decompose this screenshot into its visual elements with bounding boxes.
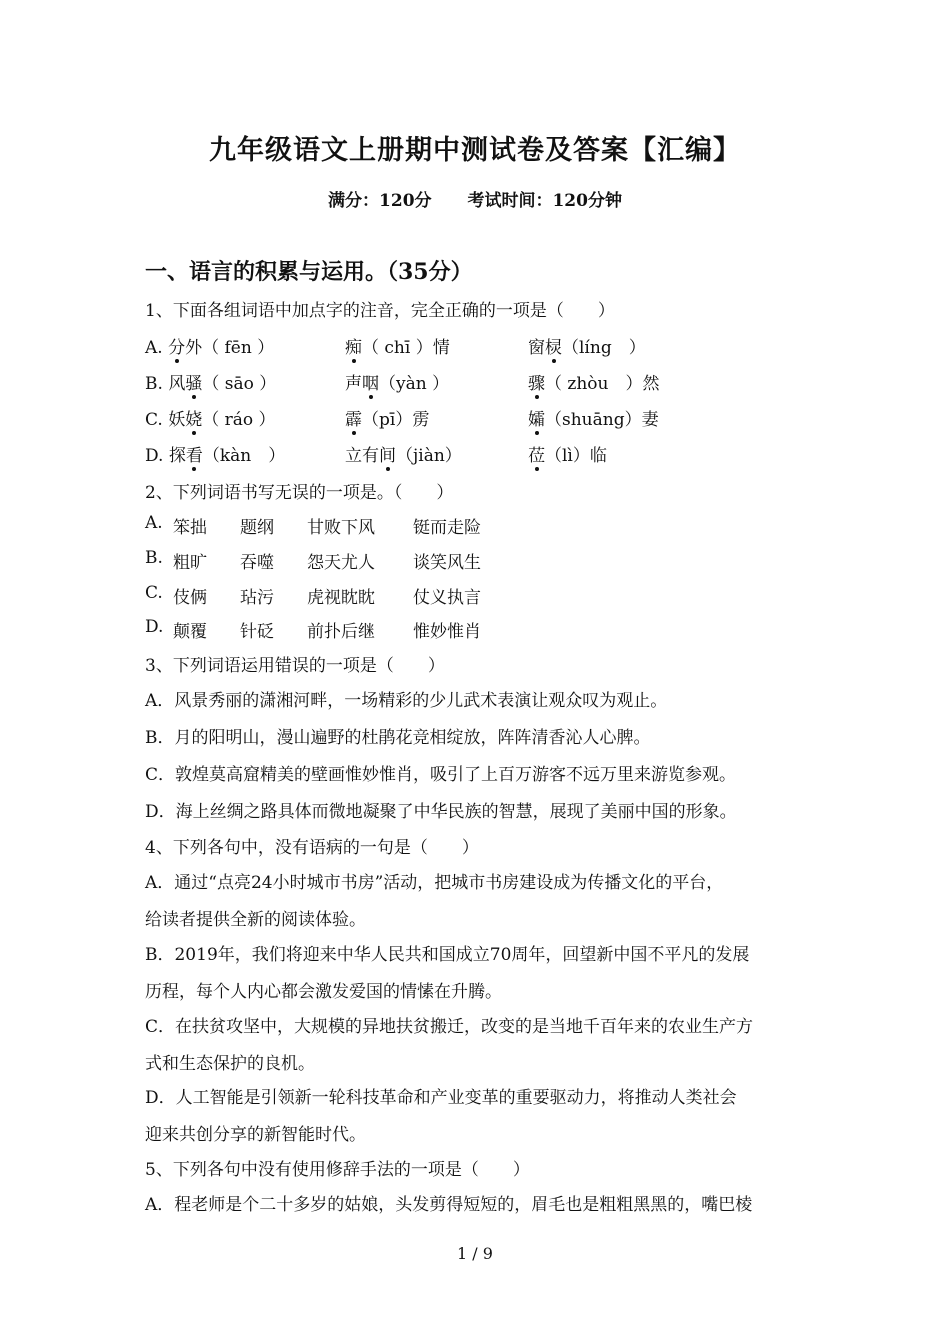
- q2-option-c-label: C.: [145, 583, 163, 603]
- q2-option-b-w2: 吞噬: [240, 553, 274, 573]
- question-1-stem: 1、下面各组词语中加点字的注音，完全正确的一项是（ ）: [145, 301, 615, 321]
- q4-line: 历程，每个人内心都会激发爱国的情愫在升腾。: [145, 982, 502, 1002]
- q2-option-d-w2: 针砭: [240, 622, 274, 642]
- q1-option-c-3: 孀（shuāng）妻: [528, 410, 659, 430]
- q2-option-d-label: D.: [145, 617, 164, 637]
- q1-option-b-3: 骤（ zhòu ）然: [528, 374, 660, 394]
- q2-option-d-w1: 颠覆: [173, 622, 207, 642]
- q2-option-a-w3: 甘败下风: [307, 518, 375, 538]
- q4-line: C．在扶贫攻坚中，大规模的异地扶贫搬迁，改变的是当地千百年来的农业生产方: [145, 1017, 754, 1037]
- q2-option-b-w4: 谈笑风生: [413, 553, 481, 573]
- q2-option-a-w1: 笨拙: [173, 518, 207, 538]
- question-4-stem: 4、下列各句中，没有语病的一句是（ ）: [145, 838, 479, 858]
- q1-option-d: D. 探看（kàn ）: [145, 446, 286, 466]
- page-title: 九年级语文上册期中测试卷及答案【汇编】: [209, 135, 741, 166]
- q2-option-c-w4: 仗义执言: [413, 588, 481, 608]
- q2-option-a-w4: 铤而走险: [413, 518, 481, 538]
- q2-option-b-w1: 粗旷: [173, 553, 207, 573]
- q2-option-c-w1: 伎俩: [173, 588, 207, 608]
- q1-option-b-2: 声咽（yàn ）: [345, 374, 450, 394]
- question-2-stem: 2、下列词语书写无误的一项是。（ ）: [145, 483, 454, 503]
- q1-option-a-2: 痴（ chī ）情: [345, 338, 450, 358]
- q4-line: A．通过“点亮24小时城市书房”活动，把城市书房建设成为传播文化的平台，: [145, 873, 724, 893]
- q4-line: B．2019年，我们将迎来中华人民共和国成立70周年，回望新中国不平凡的发展: [145, 945, 750, 965]
- question-3-stem: 3、下列词语运用错误的一项是（ ）: [145, 656, 445, 676]
- q3-option-b: B．月的阳明山，漫山遍野的杜鹃花竞相绽放，阵阵清香沁人心脾。: [145, 728, 651, 748]
- q3-option-a: A．风景秀丽的潇湘河畔，一场精彩的少儿武术表演让观众叹为观止。: [145, 691, 668, 711]
- exam-meta: [0, 186, 950, 211]
- exam-time: 考试时间：120分钟: [467, 191, 622, 211]
- q1-option-b: B. 风骚（ sāo ）: [145, 374, 277, 394]
- q1-option-c: C. 妖娆（ ráo ）: [145, 410, 276, 430]
- q2-option-c-w3: 虎视眈眈: [307, 588, 375, 608]
- q2-option-d-w4: 惟妙惟肖: [413, 622, 481, 642]
- q1-option-a: A. 分外（ fēn ）: [145, 338, 275, 358]
- q1-option-d-3: 莅（lì）临: [528, 446, 607, 466]
- q4-line: 式和生态保护的良机。: [145, 1054, 315, 1074]
- question-5-stem: 5、下列各句中没有使用修辞手法的一项是（ ）: [145, 1160, 530, 1180]
- q5-option-a: A．程老师是个二十多岁的姑娘，头发剪得短短的，眉毛也是粗粗黑黑的，嘴巴棱: [145, 1195, 753, 1215]
- q2-option-b-label: B.: [145, 548, 163, 568]
- section-heading: 一、语言的积累与运用。（35分）: [145, 259, 473, 285]
- full-score: 满分：120分: [328, 191, 432, 211]
- q2-option-c-w2: 玷污: [240, 588, 274, 608]
- q3-option-c: C．敦煌莫高窟精美的壁画惟妙惟肖，吸引了上百万游客不远万里来游览参观。: [145, 765, 737, 785]
- q4-line: D．人工智能是引领新一轮科技革命和产业变革的重要驱动力，将推动人类社会: [145, 1088, 737, 1108]
- q2-option-b-w3: 怨天尤人: [307, 553, 375, 573]
- q2-option-d-w3: 前扑后继: [307, 622, 375, 642]
- q4-line: 迎来共创分享的新智能时代。: [145, 1125, 366, 1145]
- q1-option-c-2: 霹（pī）雳: [345, 410, 430, 430]
- q2-option-a-label: A.: [145, 513, 163, 533]
- page-number: 1 / 9: [457, 1244, 493, 1263]
- q4-line: 给读者提供全新的阅读体验。: [145, 910, 366, 930]
- q3-option-d: D．海上丝绸之路具体而微地凝聚了中华民族的智慧，展现了美丽中国的形象。: [145, 802, 737, 822]
- q1-option-a-3: 窗棂（líng ）: [528, 338, 646, 358]
- q2-option-a-w2: 题纲: [240, 518, 274, 538]
- q1-option-d-2: 立有间（jiàn）: [345, 446, 462, 466]
